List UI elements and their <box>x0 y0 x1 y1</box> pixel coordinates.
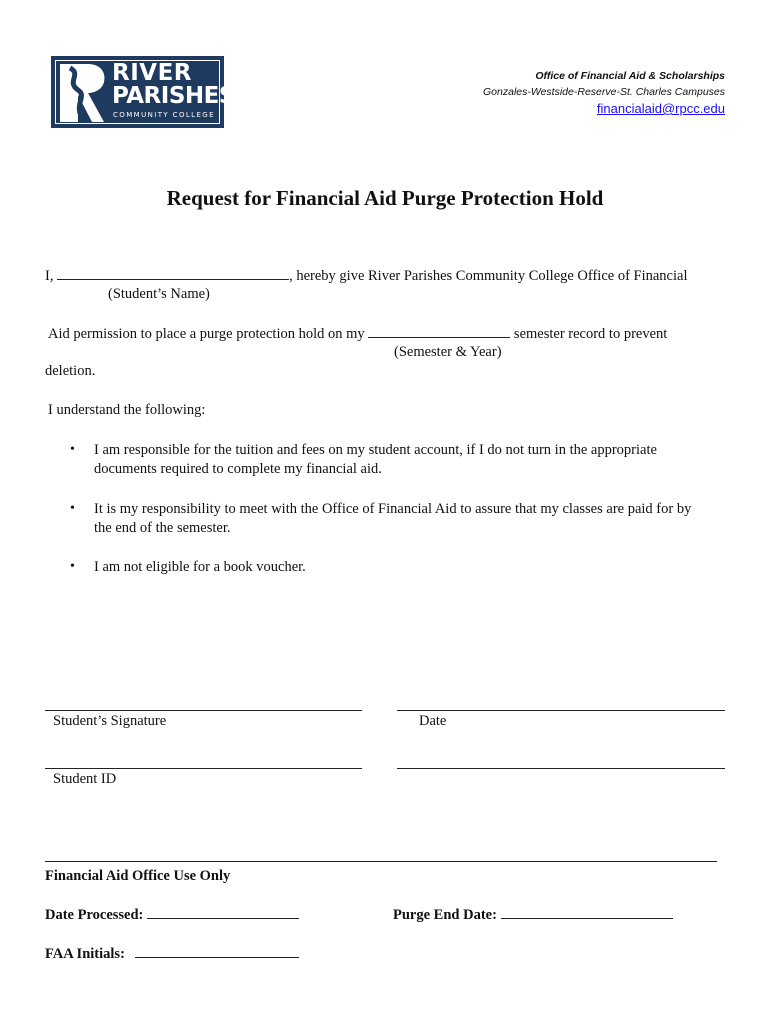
student-name-field[interactable] <box>57 267 289 280</box>
statement-line-2-text: Aid permission to place a purge protection hold on my <box>48 326 365 342</box>
bullet-2-line-1: It is my responsibility to meet with the Office of Financial Aid to assure that my classes are paid for by <box>94 501 692 517</box>
statement-line-1 <box>45 267 688 285</box>
college-logo <box>51 56 235 128</box>
purge-end-date-row <box>393 906 673 924</box>
date-label: Date <box>419 713 447 729</box>
faa-initials-label: FAA Initials: <box>45 946 125 962</box>
page-title: Request for Financial Aid Purge Protection Hold <box>166 186 604 210</box>
bullet-icon: • <box>70 559 75 574</box>
river-r-logo-icon <box>58 62 108 124</box>
semester-year-label: (Semester & Year) <box>394 344 502 360</box>
logo-text-community-college: COMMUNITY COLLEGE <box>113 111 215 119</box>
email-link[interactable]: financialaid@rpcc.edu <box>596 101 725 116</box>
section-divider <box>45 861 717 862</box>
bullet-icon: • <box>70 501 75 516</box>
purge-end-date-label: Purge End Date: <box>393 907 497 923</box>
date-line[interactable] <box>397 710 725 711</box>
office-name: Office of Financial Aid & Scholarships <box>535 70 725 82</box>
student-signature-line[interactable] <box>45 710 362 711</box>
blank-line[interactable] <box>397 768 725 769</box>
student-signature-label: Student’s Signature <box>53 713 167 729</box>
semester-year-field[interactable] <box>368 325 510 338</box>
purge-end-date-field[interactable] <box>501 906 673 919</box>
understand-heading: I understand the following: <box>48 402 206 418</box>
campuses-list: Gonzales-Westside-Reserve-St. Charles Campuses <box>483 86 725 98</box>
statement-line-1-text: , hereby give River Parishes Community College Office of Financial <box>289 268 688 284</box>
bullet-icon: • <box>70 442 75 457</box>
statement-prefix: I, <box>45 268 54 284</box>
bullet-1-line-2: documents required to complete my financial aid. <box>94 461 382 477</box>
faa-initials-field[interactable] <box>135 945 299 958</box>
statement-line-2 <box>48 325 667 343</box>
faa-initials-row <box>45 945 299 963</box>
statement-line-3: deletion. <box>45 363 96 379</box>
bullet-2-line-2: the end of the semester. <box>94 520 231 536</box>
student-id-line[interactable] <box>45 768 362 769</box>
date-processed-row <box>45 906 299 924</box>
office-use-heading: Financial Aid Office Use Only <box>45 868 231 884</box>
date-processed-label: Date Processed: <box>45 907 144 923</box>
logo-text-river: RIVER <box>112 60 192 86</box>
student-id-label: Student ID <box>53 771 117 787</box>
student-name-label: (Student’s Name) <box>108 286 210 302</box>
logo-text-parishes: PARISHES <box>112 83 235 109</box>
statement-line-2-suffix: semester record to prevent <box>513 326 668 342</box>
date-processed-field[interactable] <box>147 906 299 919</box>
bullet-3-line-1: I am not eligible for a book voucher. <box>94 559 306 575</box>
bullet-1-line-1: I am responsible for the tuition and fees on my student account, if I do not turn in the appropriate <box>94 442 657 458</box>
